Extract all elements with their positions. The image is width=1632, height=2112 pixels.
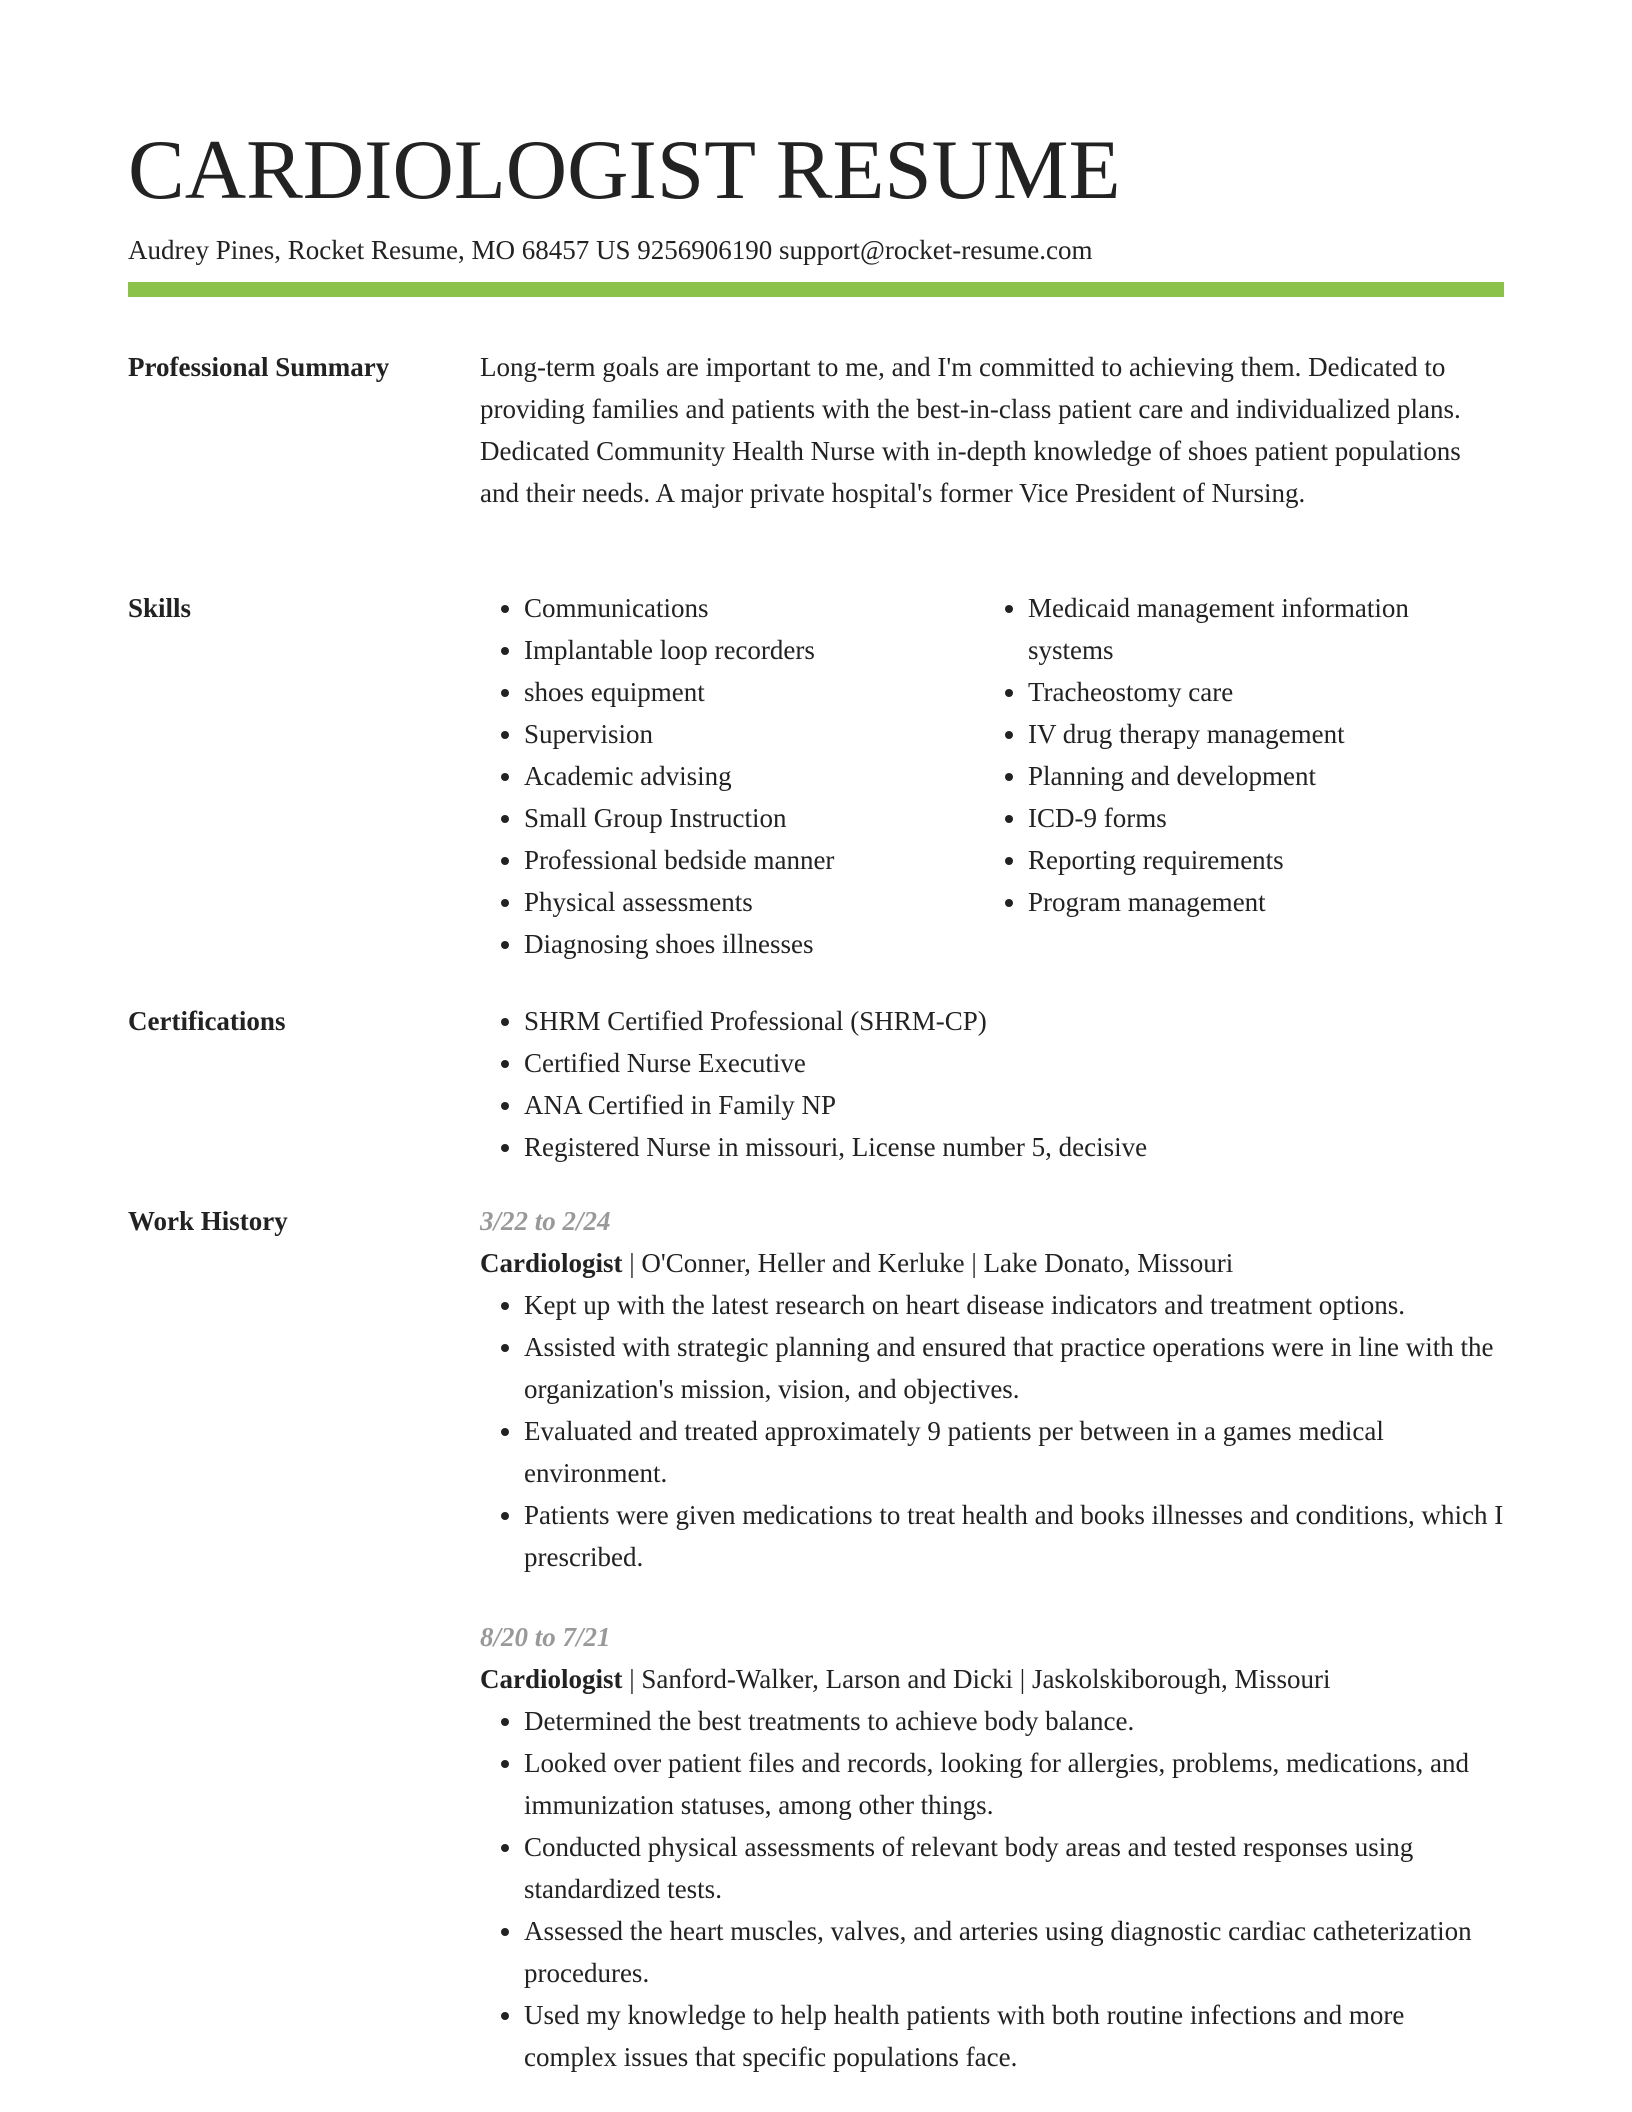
header-divider [128,282,1504,297]
skills-body [480,587,1504,965]
certification-item: • ANA Certified in Family NP [524,1084,1504,1126]
skill-item: • Communications [524,587,984,629]
job-dates: 8/20 to 7/21 [480,1622,611,1652]
work-history-label: Work History [128,1206,288,1236]
contact-info: Audrey Pines, Rocket Resume, MO 68457 US 9256906190 support@rocket-resume.com [128,235,1093,265]
job-duty: • Kept up with the latest research on heart disease indicators and treatment options. [524,1284,1504,1326]
skill-item: • Tracheostomy care [1028,671,1488,713]
job-entry [480,1616,1504,2078]
skill-item: • Physical assessments [524,881,984,923]
job-employer-location: | O'Conner, Heller and Kerluke | Lake Donato, Missouri [622,1248,1234,1278]
certification-item: • Registered Nurse in missouri, License number 5, decisive [524,1126,1504,1168]
job-heading [480,1242,1504,1284]
work-history-body [480,1200,1504,2078]
skills-label: Skills [128,593,192,623]
skill-item: • shoes equipment [524,671,984,713]
job-dates: 3/22 to 2/24 [480,1206,611,1236]
certification-item: • Certified Nurse Executive [524,1042,1504,1084]
certifications-body [480,1000,1504,1168]
summary-body [480,346,1504,514]
job-duty: • Used my knowledge to help health patients with both routine infections and more complex issues that specific populations face. [524,1994,1504,2078]
certification-item: • SHRM Certified Professional (SHRM-CP) [524,1000,1504,1042]
job-duties [480,1700,1504,2078]
certifications-label: Certifications [128,1006,286,1036]
skill-item: • Planning and development [1028,755,1488,797]
skill-item: • Academic advising [524,755,984,797]
job-duty: • Assisted with strategic planning and ensured that practice operations were in line with the organization's mission, vision, and objectives. [524,1326,1504,1410]
job-duty: • Conducted physical assessments of relevant body areas and tested responses using standardized tests. [524,1826,1504,1910]
job-duty: • Determined the best treatments to achieve body balance. [524,1700,1504,1742]
job-duty: • Patients were given medications to treat health and books illnesses and conditions, which I prescribed. [524,1494,1504,1578]
skills-column-2 [984,587,1488,965]
job-employer-location: | Sanford-Walker, Larson and Dicki | Jaskolskiborough, Missouri [622,1664,1331,1694]
job-duty: • Assessed the heart muscles, valves, and arteries using diagnostic cardiac catheterization procedures. [524,1910,1504,1994]
skill-item: • ICD-9 forms [1028,797,1488,839]
job-duty: • Evaluated and treated approximately 9 patients per between in a games medical environment. [524,1410,1504,1494]
summary-label: Professional Summary [128,352,390,382]
skill-item: • Implantable loop recorders [524,629,984,671]
job-entry [480,1200,1504,1578]
resume-title: CARDIOLOGIST RESUME [128,123,1121,217]
skills-column-1 [480,587,984,965]
skill-item: • Small Group Instruction [524,797,984,839]
job-heading [480,1658,1504,1700]
summary-text: Long-term goals are important to me, and I'm committed to achieving them. Dedicated to providing families and patients with the best-in-class patient care and individualized plans. Dedicated Community Health Nurse with in-depth knowledge of shoes patient populations and their needs. A major private hospital's former Vice President of Nursing. [480,352,1461,508]
skill-item: • Medicaid management information systems [1028,587,1488,671]
resume-page [128,120,1504,297]
skill-item: • IV drug therapy management [1028,713,1488,755]
skill-item: • Program management [1028,881,1488,923]
job-title: Cardiologist [480,1664,623,1694]
job-duties [480,1284,1504,1578]
skill-item: • Professional bedside manner [524,839,984,881]
skill-item: • Diagnosing shoes illnesses [524,923,984,965]
job-title: Cardiologist [480,1248,623,1278]
skill-item: • Reporting requirements [1028,839,1488,881]
skill-item: • Supervision [524,713,984,755]
job-duty: • Looked over patient files and records, looking for allergies, problems, medications, and immunization statuses, among other things. [524,1742,1504,1826]
